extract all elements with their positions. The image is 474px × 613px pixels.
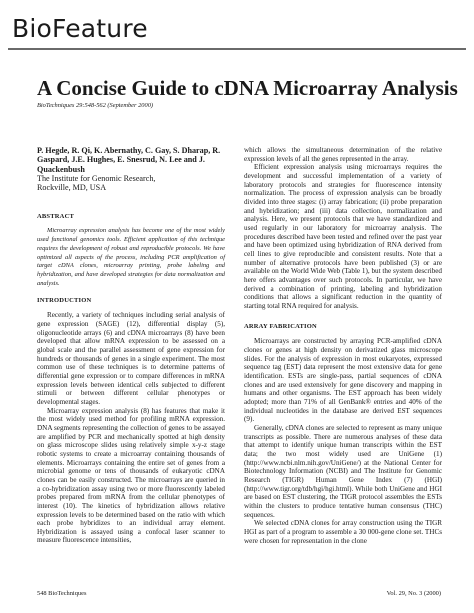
- masthead: [8, 14, 466, 52]
- introduction-paragraph-1: Recently, a variety of techniques including serial analysis of gene expression (SAGE) (12), differential display (5), oligonucleotide arrays (6) and cDNA microarrays (8) have been developed that allow mRNA expression to be assessed on a global scale and the parallel assessment of gene expression for hundreds or thousands of genes in a single experiment. The most common use of these techniques is to determine patterns of differential gene expression or to compare differences in mRNA expression levels between identical cells subjected to different stimuli or between different cellular phenotypes or developmental stages.: [37, 311, 225, 406]
- masthead-rule: [8, 48, 466, 50]
- left-column: [37, 146, 225, 545]
- array-fabrication-paragraph-1: Microarrays are constructed by arraying PCR-amplified cDNA clones or genes at high density on derivatized glass microscope slides. For the analysis of expression in most eukaryotes, expressed sequence tag (EST) data represent the most extensive data for gene identification. ESTs are single-pass, partial sequences of cDNA clones and are used extensively for gene discovery and mapping in humans and other organisms. The EST approach has been widely adopted; more than 71% of all GenBank® entries and 40% of the individual nucleotides in the database are derived EST sequences (9).: [244, 337, 442, 424]
- journal-name: BioFeature: [12, 14, 148, 43]
- footer-page-label: 548 BioTechniques: [37, 590, 87, 597]
- abstract-heading: ABSTRACT: [37, 213, 74, 221]
- array-fabrication-heading: ARRAY FABRICATION: [244, 323, 317, 331]
- affiliation-institute: The Institute for Genomic Research,: [37, 173, 156, 183]
- affiliation-location: Rockville, MD, USA: [37, 183, 107, 193]
- right-column: [244, 146, 442, 545]
- abstract-text: Microarray expression analysis has become one of the most widely used functional genomics tools. Efficient application of this technique requires the development of robust and reproducible protocols. We have optimized all aspects of the process, including PCR amplification of target cDNA clones, microarray printing, probe labeling and hybridization, and have developed strategies for data normalization and analysis.: [37, 227, 225, 287]
- introduction-paragraph-2: Microarray expression analysis (8) has features that make it the most widely used method for profiling mRNA expression. DNA segments representing the collection of genes to be assayed are amplified by PCR and mechanically spotted at high density on glass microscope slides using relatively simple x-y-z stage robotic systems to create a microarray containing thousands of elements. Microarrays containing the entire set of genes from a microbial genome or tens of thousands of eukaryotic cDNA clones can be easily constructed. The microarrays are queried in a co-hybridization assay using two or more fluorescently labeled probes prepared from mRNA from the cellular phenotypes of interest (10). The kinetics of hybridization allows relative expression levels to be determined based on the ratio with which each probe hybridizes to an individual array element. Hybridization is assayed using a confocal laser scanner to measure fluorescence intensities,: [37, 406, 225, 545]
- array-fabrication-paragraph-3: We selected cDNA clones for array construction using the TIGR HGI as part of a program to assemble a 30 000-gene clone set. THCs were chosen for representation in the clone: [244, 519, 442, 545]
- affiliation: [37, 174, 225, 193]
- array-fabrication-paragraph-2: Generally, cDNA clones are selected to represent as many unique transcripts as possible. There are numerous analyses of these data that attempt to identify unique human transcripts within the EST data; the two most widely used are UniGene (1) (http://www.ncbi.nlm.nih.gov/UniGene/) at the National Center for Biotechnology Information (NCBI) and The Institute for Genomic Research (TIGR) Human Gene Index (7) (HGI) (http://www.tigr.org/tdb/hgi/hgi.html). While both UniGene and HGI are based on EST clustering, the TIGR protocol assembles the ESTs within the clusters to produce tentative human consensus (THC) sequences.: [244, 424, 442, 519]
- author-list: P. Hegde, R. Qi, K. Abernathy, C. Gay, S. Dharap, R. Gaspard, J.E. Hughes, E. Snesrud, N. Lee and J. Quackenbush: [37, 146, 221, 174]
- introduction-paragraph-3: Efficient expression analysis using microarrays requires the development and successful implementation of a variety of laboratory protocols and strategies for fluorescence intensity normalization. The process of expression analysis can be broadly divided into three stages: (i) array fabrication; (ii) probe preparation and hybridization; and (iii) data collection, normalization and analysis. Here, we present protocols that we have standardized and used regularly in our laboratory for microarray analysis. The procedures described have been tested and refined over the past year and have been optimized using hybridization of RNA derived from cell lines to give reproducible and consistent results. Note that a number of alternative protocols have been published (3) or are available on the World Wide Web (Table 1), but the system described here offers advantages over such protocols. In particular, we have derived a combination of printing, labeling and hybridization conditions that allows a significant reduction in the quantity of starting total RNA required for analysis.: [244, 163, 442, 310]
- footer-volume-label: Vol. 29, No. 3 (2000): [386, 590, 441, 597]
- introduction-continued: which allows the simultaneous determination of the relative expression levels of all the genes represented in the array.: [244, 146, 442, 163]
- article-title: A Concise Guide to cDNA Microarray Analysis: [37, 76, 458, 100]
- article-citation: BioTechniques 29:548-562 (September 2000): [37, 102, 154, 109]
- introduction-heading: INTRODUCTION: [37, 297, 92, 305]
